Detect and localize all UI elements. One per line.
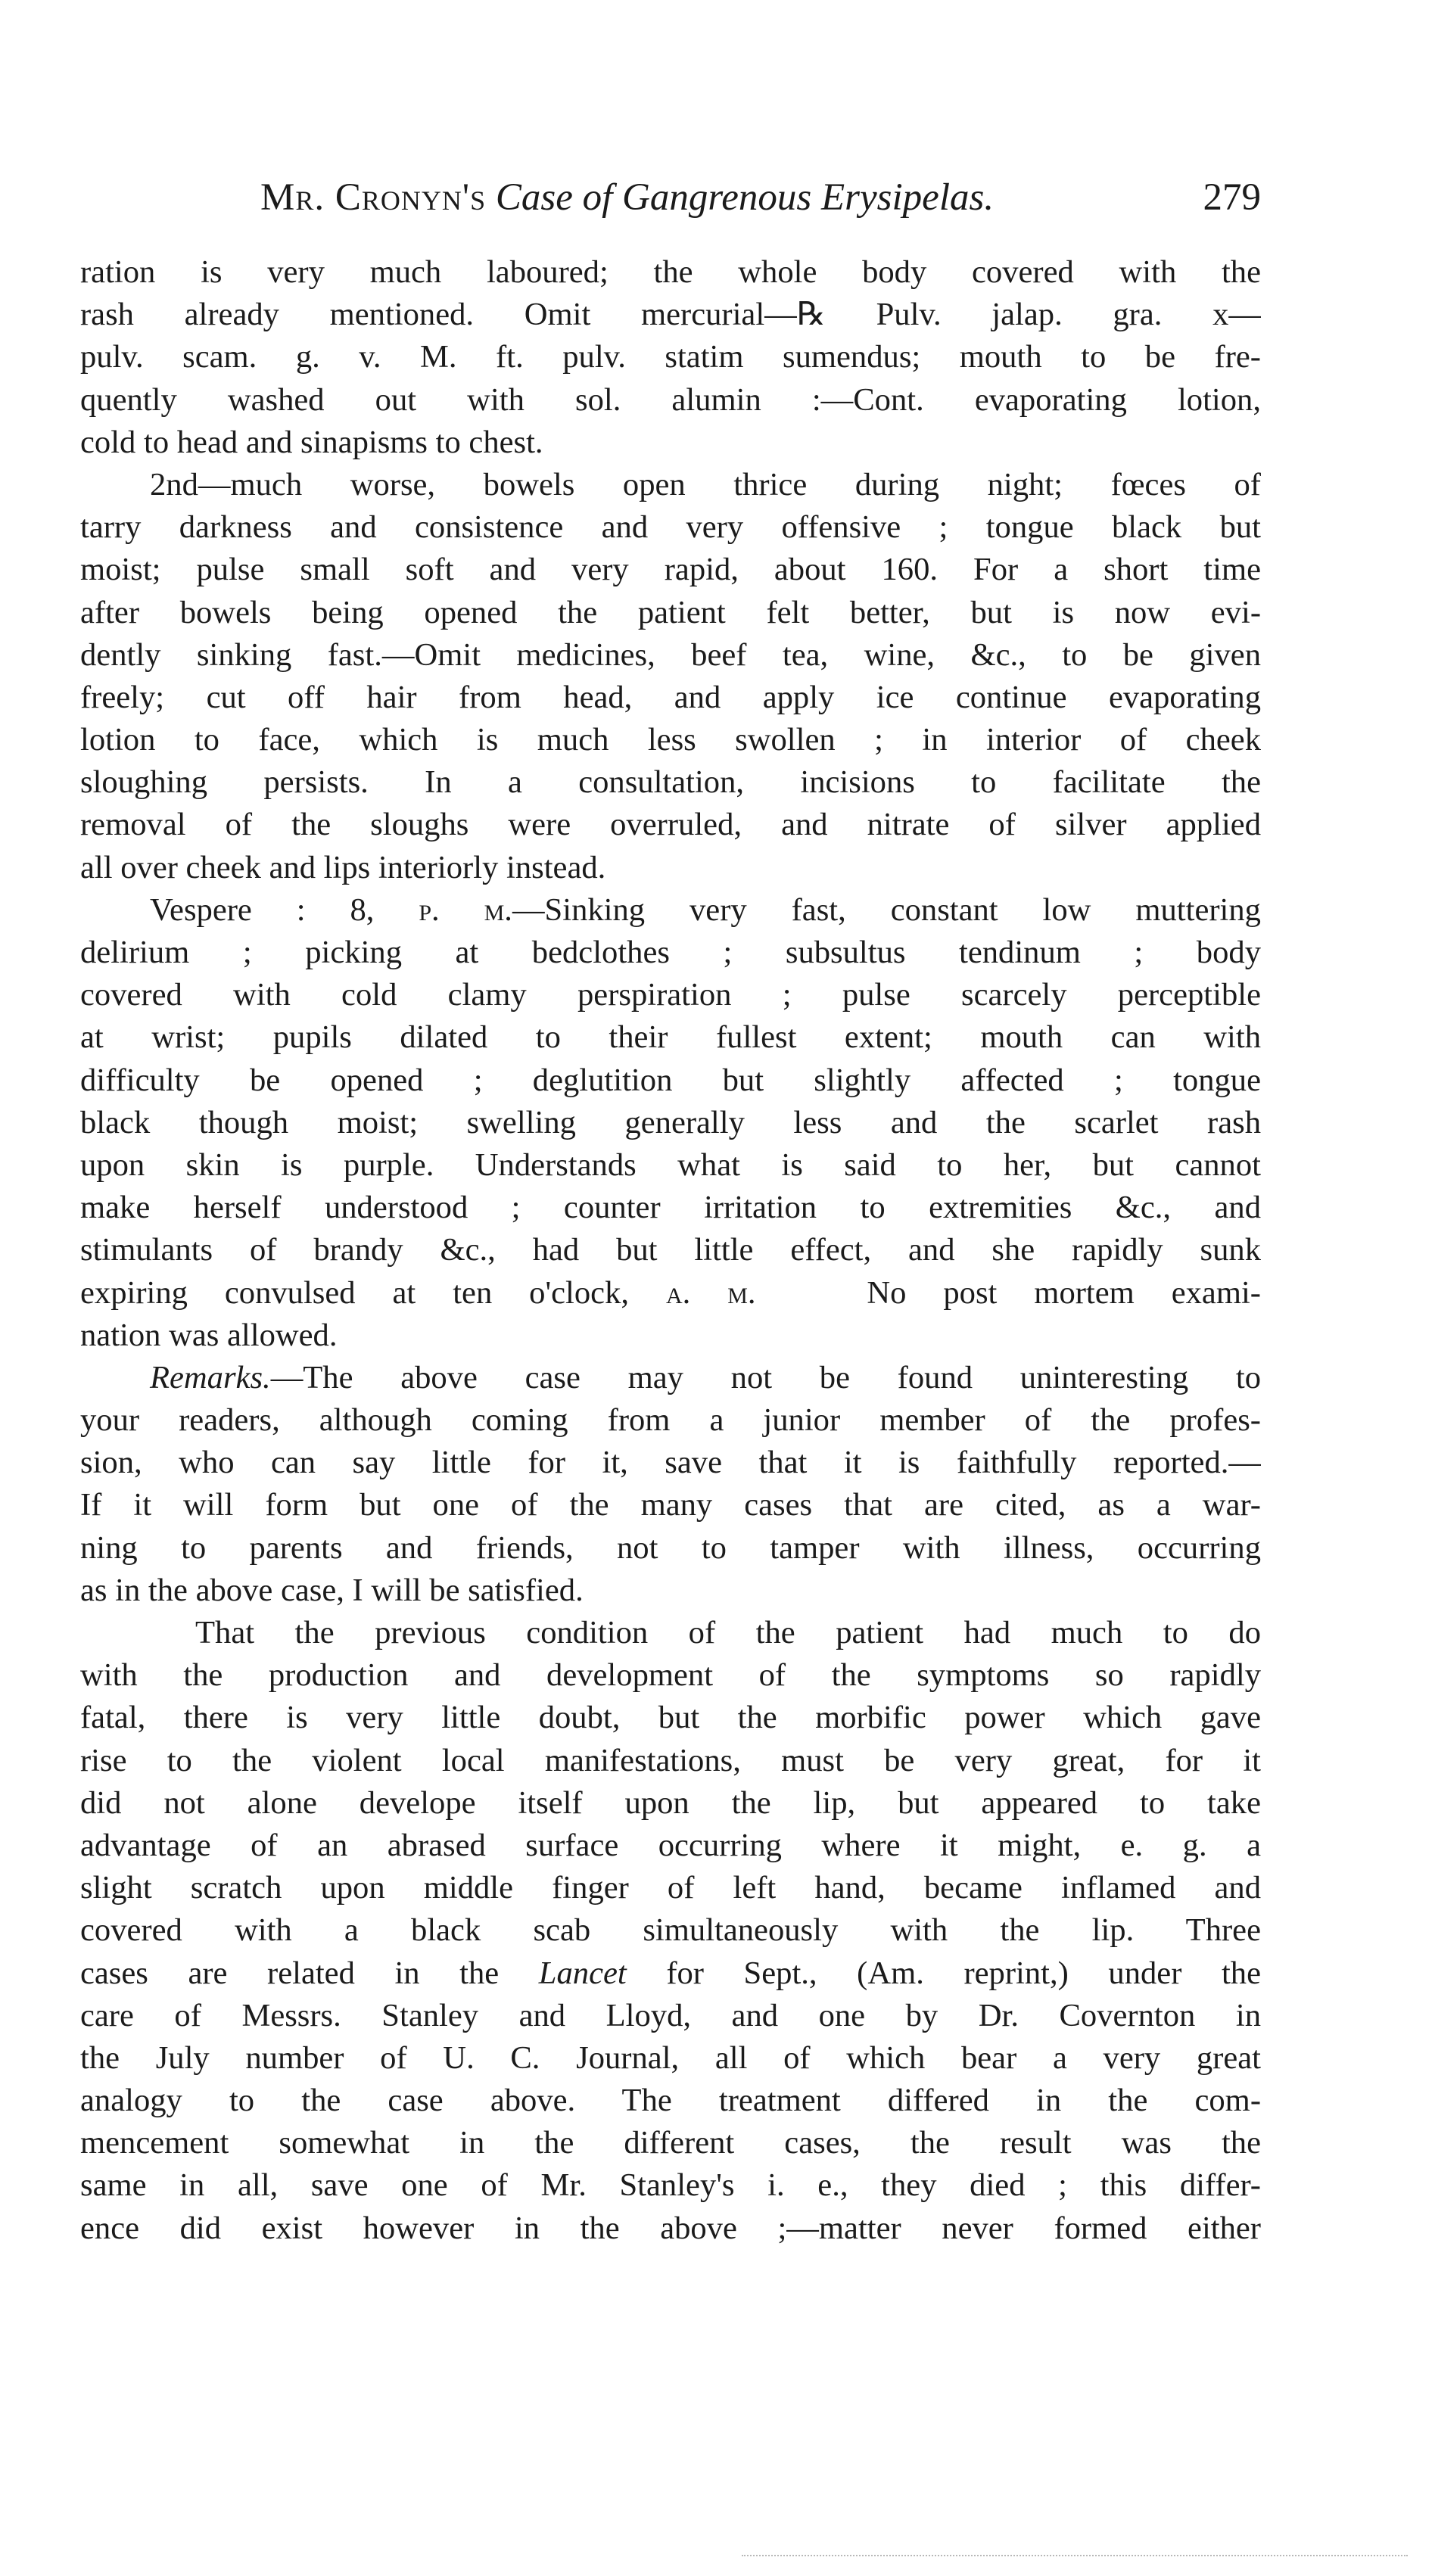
text-line: after bowels being opened the patient felt better, but is now evi- bbox=[80, 594, 1261, 630]
text-line: same in all, save one of Mr. Stanley's i. e., they died ; this differ- bbox=[80, 2167, 1261, 2204]
running-head-title bbox=[260, 173, 994, 222]
text-line bbox=[80, 1272, 1261, 1314]
text-line: dently sinking fast.—Omit medicines, beef tea, wine, &c., to be given bbox=[80, 636, 1261, 673]
running-head bbox=[80, 173, 1261, 222]
text-line: fatal, there is very little doubt, but the morbific power which gave bbox=[80, 1700, 1261, 1736]
text-line: the July number of U. C. Journal, all of which bear a very great bbox=[80, 2039, 1261, 2076]
running-head-author: Mr. Cronyn's bbox=[260, 176, 487, 219]
text-line: as in the above case, I will be satisfied. bbox=[80, 1572, 584, 1608]
text-line: covered with a black scab simultaneously with the lip. Three bbox=[80, 1912, 1261, 1949]
text-line: analogy to the case above. The treatment differed in the com- bbox=[80, 2083, 1261, 2119]
text-line: care of Messrs. Stanley and Lloyd, and one by Dr. Covernton in bbox=[80, 1997, 1261, 2033]
expiring-start: expiring convulsed at ten o'clock, bbox=[80, 1274, 666, 1311]
text-line: sion, who can say little for it, save that it is faithfully reported.— bbox=[80, 1445, 1261, 1481]
text-line: rise to the violent local manifestations, must be very great, for it bbox=[80, 1742, 1261, 1778]
text-line: moist; pulse small soft and very rapid, about 160. For a short time bbox=[80, 552, 1261, 588]
text-line: freely; cut off hair from head, and apply ice continue evaporating bbox=[80, 679, 1261, 715]
vespere-time: p. m. bbox=[419, 891, 512, 928]
remarks-rest: —The above case may not be found uninteresting to bbox=[270, 1359, 1261, 1395]
text-line: covered with cold clamy perspiration ; pulse scarcely perceptible bbox=[80, 977, 1261, 1013]
running-head-article-title: Case of Gangrenous Erysipelas. bbox=[495, 176, 995, 219]
text-line: pulv. scam. g. v. M. ft. pulv. statim sumendus; mouth to be fre- bbox=[80, 339, 1261, 375]
text-line: nation was allowed. bbox=[80, 1317, 338, 1353]
text-line bbox=[80, 889, 1261, 932]
lancet-title: Lancet bbox=[538, 1955, 627, 1991]
text-line: stimulants of brandy &c., had but little effect, and she rapidly sunk bbox=[80, 1232, 1261, 1268]
text-line bbox=[80, 1952, 1261, 1995]
text-line: mencement somewhat in the different cases, the result was the bbox=[80, 2125, 1261, 2161]
text-line: advantage of an abrased surface occurring where it might, e. g. a bbox=[80, 1827, 1261, 1863]
text-line: upon skin is purple. Understands what is said to her, but cannot bbox=[80, 1146, 1261, 1183]
remarks-heading: Remarks. bbox=[150, 1359, 271, 1395]
text-line: delirium ; picking at bedclothes ; subsultus tendinum ; body bbox=[80, 935, 1261, 970]
text-line: make herself understood ; counter irritation to extremities &c., and bbox=[80, 1190, 1261, 1226]
bottom-edge-mark bbox=[742, 2555, 1408, 2556]
text-line: lotion to face, which is much less swollen ; in interior of cheek bbox=[80, 722, 1261, 758]
lancet-start: cases are related in the bbox=[80, 1955, 539, 1991]
text-line bbox=[80, 1357, 1261, 1399]
expiring-time: a. m. bbox=[665, 1274, 756, 1311]
text-line: removal of the sloughs were overruled, and nitrate of silver applied bbox=[80, 807, 1261, 843]
text-line: your readers, although coming from a junior member of the profes- bbox=[80, 1402, 1261, 1439]
text-line: sloughing persists. In a consultation, incisions to facilitate the bbox=[80, 764, 1261, 801]
text-line: with the production and development of the symptoms so rapidly bbox=[80, 1657, 1261, 1694]
text-line: That the previous condition of the patient had much to do bbox=[195, 1615, 1261, 1650]
text-line: 2nd—much worse, bowels open thrice during night; fœces of bbox=[150, 466, 1261, 502]
text-line: ning to parents and friends, not to tamper with illness, occurring bbox=[80, 1529, 1261, 1566]
text-line: ence did exist however in the above ;—matter never formed either bbox=[80, 2210, 1261, 2246]
text-line: difficulty be opened ; deglutition but slightly affected ; tongue bbox=[80, 1062, 1261, 1098]
text-line: black though moist; swelling generally less and the scarlet rash bbox=[80, 1104, 1261, 1140]
text-line: at wrist; pupils dilated to their fullest extent; mouth can with bbox=[80, 1019, 1261, 1056]
text-line: tarry darkness and consistence and very offensive ; tongue black but bbox=[80, 509, 1261, 546]
text-line: If it will form but one of the many cases that are cited, as a war- bbox=[80, 1487, 1261, 1523]
expiring-rest: No post mortem exami- bbox=[867, 1274, 1261, 1311]
text-line: rash already mentioned. Omit mercurial—℞ Pulv. jalap. gra. x— bbox=[80, 297, 1261, 333]
text-line: all over cheek and lips interiorly instead. bbox=[80, 849, 606, 885]
text-line: quently washed out with sol. alumin :—Cont. evaporating lotion, bbox=[80, 381, 1261, 418]
body-text bbox=[80, 251, 1261, 2250]
text-line: did not alone develope itself upon the lip, but appeared to take bbox=[80, 1784, 1261, 1821]
vespere-start: Vespere : 8, bbox=[150, 891, 419, 928]
page-number: 279 bbox=[1203, 176, 1261, 219]
lancet-rest: for Sept., (Am. reprint,) under the bbox=[626, 1955, 1261, 1991]
vespere-rest: —Sinking very fast, constant low muttering bbox=[512, 891, 1261, 928]
text-line: slight scratch upon middle finger of left hand, became inflamed and bbox=[80, 1870, 1261, 1906]
text-line: cold to head and sinapisms to chest. bbox=[80, 424, 543, 460]
text-line: ration is very much laboured; the whole body covered with the bbox=[80, 254, 1261, 290]
